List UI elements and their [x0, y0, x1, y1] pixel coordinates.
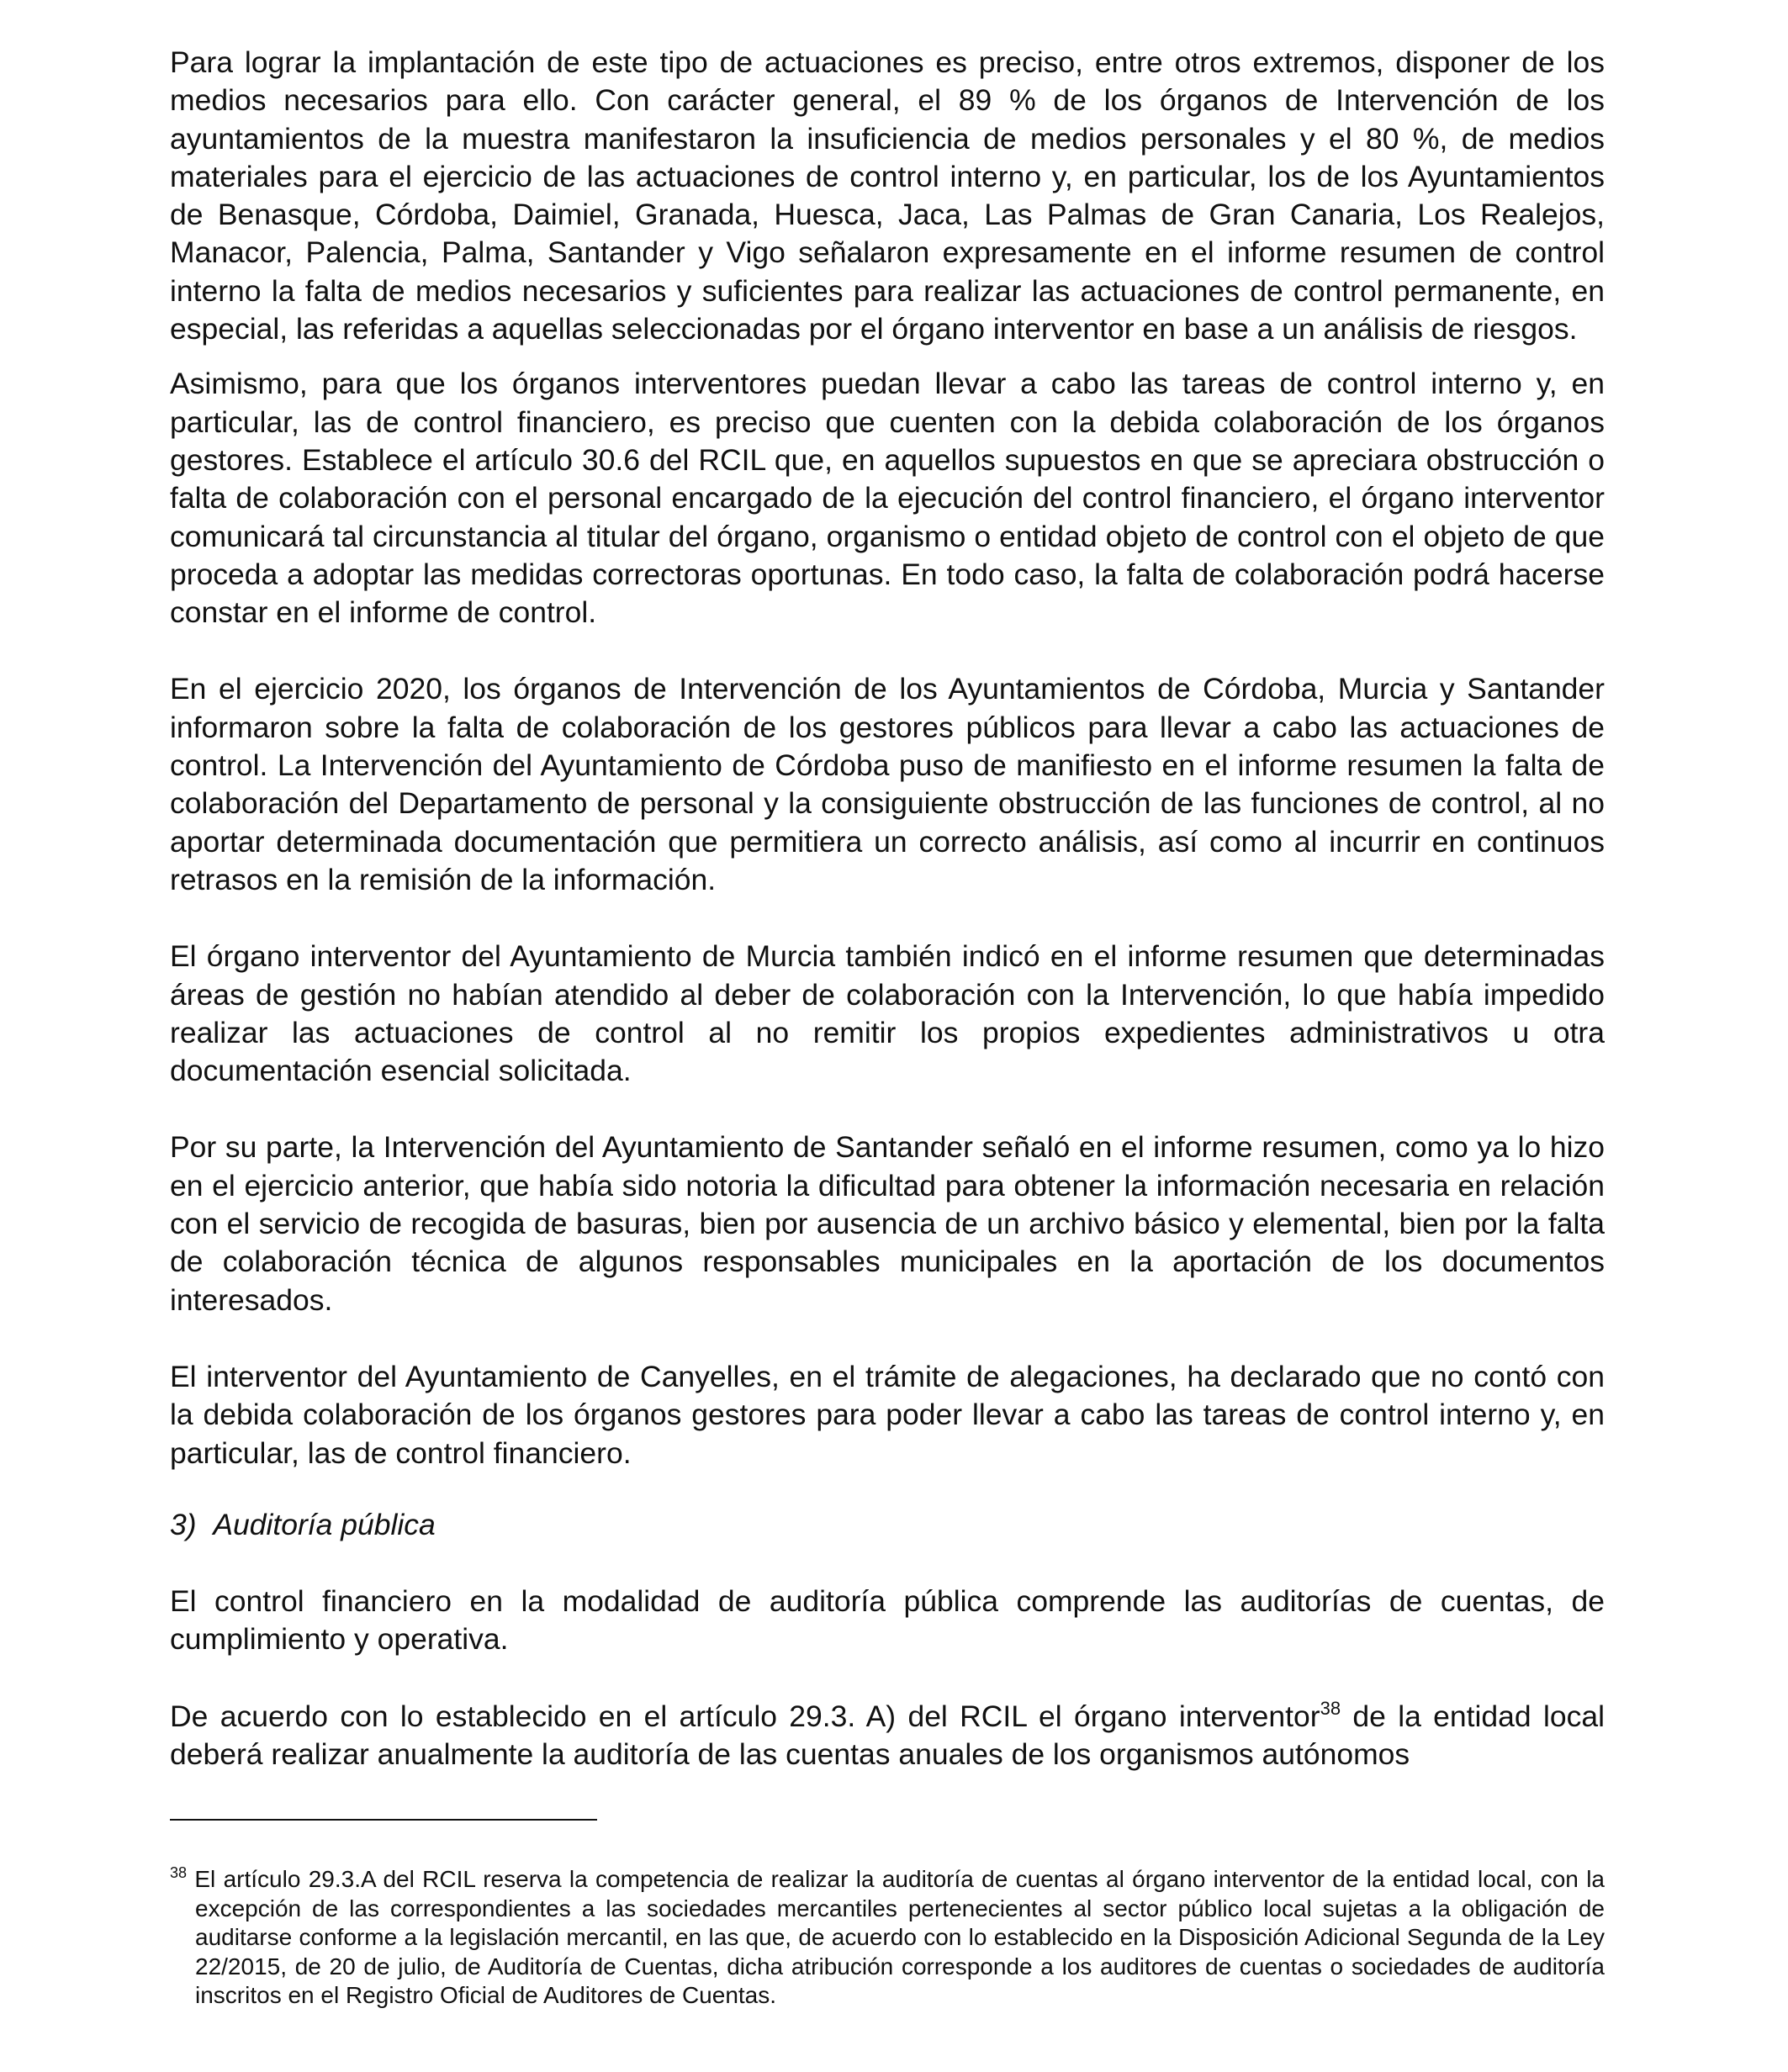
paragraph-auditoria-definicion: El control financiero en la modalidad de auditoría pública comprende las auditorías de cuentas, de cumplimiento y operativa. — [170, 1584, 1605, 1657]
footnote-text: El artículo 29.3.A del RCIL reserva la competencia de realizar la auditoría de cuentas al órgano interventor de la entidad local, con la excepción de las correspondientes a las sociedades mercantiles pertenecientes al sector público local sujetas a la obligación de auditarse conforme a la legislación mercantil, en las que, de acuerdo con lo establecido en la Disposición Adicional Segunda de la Ley 22/2015, de 20 de julio, de Auditoría de Cuentas, dicha atribución corresponde a los auditores de cuentas o sociedades de auditoría inscritos en el Registro Oficial de Auditores de Cuentas. — [187, 1866, 1605, 2008]
footnote-38 — [170, 1865, 1605, 2011]
footnote-number: 38 — [170, 1864, 188, 1881]
section-heading — [170, 1506, 1605, 1544]
paragraph-canyelles: El interventor del Ayuntamiento de Canyelles, en el trámite de alegaciones, ha declarado que no contó con la debida colaboración de los órganos gestores para poder llevar a cabo las tareas de control interno y, en particular, las de control financiero. — [170, 1359, 1605, 1470]
section-number: 3) — [170, 1507, 197, 1541]
paragraph-colaboracion: Asimismo, para que los órganos interventores puedan llevar a cabo las tareas de control interno y, en particular, las de control financiero, es preciso que cuenten con la debida colaboración de los órganos gestores. Establece el artículo 30.6 del RCIL que, en aquellos supuestos en que se apreciara obstrucción o falta de colaboración con el personal encargado de la ejecución del control financiero, el órgano interventor comunicará tal circunstancia al titular del órgano, organismo o entidad objeto de control con el objeto de que proceda a adoptar las medidas correctoras oportunas. En todo caso, la falta de colaboración podrá hacerse constar en el informe de control. — [170, 367, 1605, 630]
paragraph-murcia: El órgano interventor del Ayuntamiento de Murcia también indicó en el informe resumen que determinadas áreas de gestión no habían atendido al deber de colaboración con la Intervención, lo que había impedido realizar las actuaciones de control al no remitir los propios expedientes administrativos u otra documentación esencial solicitada. — [170, 939, 1605, 1088]
paragraph-articulo-29-text-b: de la entidad local deberá realizar anualmente la auditoría de las cuentas anuales de los organismos autónomos — [170, 1699, 1605, 1771]
paragraph-santander: Por su parte, la Intervención del Ayuntamiento de Santander señaló en el informe resumen, como ya lo hizo en el ejercicio anterior, que había sido notoria la dificultad para obtener la información necesaria en relación con el servicio de recogida de basuras, bien por ausencia de un archivo básico y elemental, bien por la falta de colaboración técnica de algunos responsables municipales en la aportación de los documentos interesados. — [170, 1130, 1605, 1317]
paragraph-articulo-29-text-a: De acuerdo con lo establecido en el artículo 29.3. A) del RCIL el órgano interventor — [170, 1699, 1320, 1733]
document-body — [170, 44, 1605, 1773]
section-title: Auditoría pública — [213, 1507, 436, 1541]
paragraph-articulo-29 — [170, 1698, 1605, 1774]
paragraph-ejercicio-2020: En el ejercicio 2020, los órganos de Intervención de los Ayuntamientos de Córdoba, Murcia y Santander informaron sobre la falta de colaboración de los gestores públicos para llevar a cabo las actuaciones de control. La Intervención del Ayuntamiento de Córdoba puso de manifiesto en el informe resumen la falta de colaboración del Departamento de personal y la consiguiente obstrucción de las funciones de control, al no aportar determinada documentación que permitiera un correcto análisis, así como al incurrir en continuos retrasos en la remisión de la información. — [170, 672, 1605, 896]
paragraph-medios: Para lograr la implantación de este tipo de actuaciones es preciso, entre otros extremos, disponer de los medios necesarios para ello. Con carácter general, el 89 % de los órganos de Intervención de los ayuntamientos de la muestra manifestaron la insuficiencia de medios personales y el 80 %, de medios materiales para el ejercicio de las actuaciones de control interno y, en particular, los de los Ayuntamientos de Benasque, Córdoba, Daimiel, Granada, Huesca, Jaca, Las Palmas de Gran Canaria, Los Realejos, Manacor, Palencia, Palma, Santander y Vigo señalaron expresamente en el informe resumen de control interno la falta de medios necesarios y suficientes para realizar las actuaciones de control permanente, en especial, las referidas a aquellas seleccionadas por el órgano interventor en base a un análisis de riesgos. — [170, 45, 1605, 346]
footnote-separator — [170, 1819, 597, 1821]
footnote-reference[interactable]: 38 — [1320, 1697, 1341, 1719]
